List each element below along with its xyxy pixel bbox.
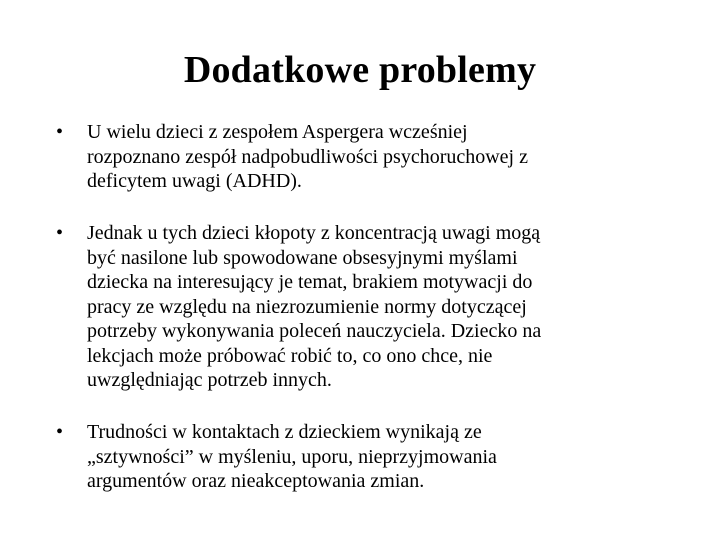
slide-title: Dodatkowe problemy xyxy=(183,49,537,91)
bullet-dot-icon: • xyxy=(56,421,64,443)
bullet-text-adhd: U wielu dzieci z zespołem Aspergera wcześniej rozpoznano zespół nadpobudliwości psychoruchowej z deficytem uwagi (ADHD). xyxy=(87,121,528,192)
bullet-text-concentration: Jednak u tych dzieci kłopoty z koncentracją uwagi mogą być nasilone lub spowodowane obsesyjnymi myślami dziecka na interesujący je temat, brakiem motywacji do pracy ze względu na niezrozumienie normy dotyczącej potrzeby wykonywania poleceń nauczyciela. Dziecko na lekcjach może próbować robić to, co ono chce, nie uwzględniając potrzeb innych. xyxy=(87,222,542,391)
bullet-dot-icon: • xyxy=(56,222,64,244)
bullet-text-contact-difficulties: Trudności w kontaktach z dzieckiem wynikają ze „sztywności” w myśleniu, uporu, nieprzyjmowania argumentów oraz nieakceptowania zmian. xyxy=(87,421,497,492)
bullet-dot-icon: • xyxy=(56,121,64,143)
